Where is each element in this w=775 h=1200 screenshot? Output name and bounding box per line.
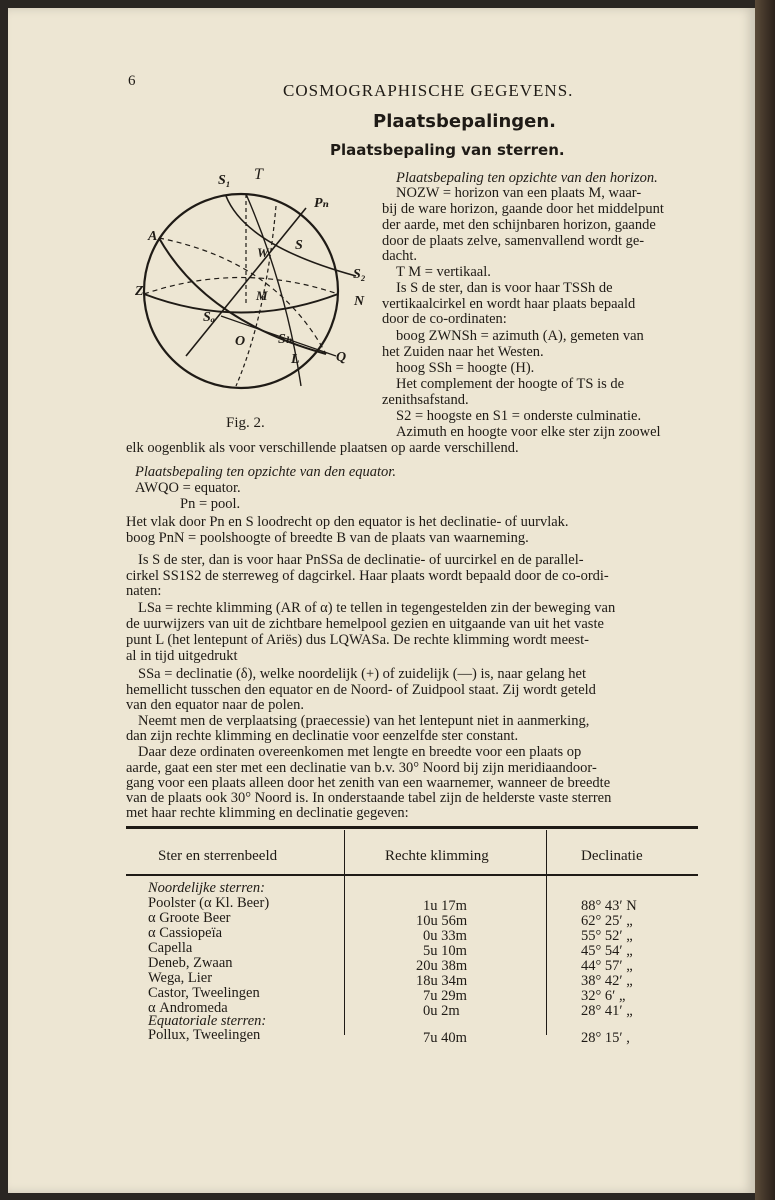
text-line: Plaatsbepaling ten opzichte van den horizon. <box>396 170 658 186</box>
text-line: Pn = pool. <box>180 496 241 512</box>
text-line: LSa = rechte klimming (AR of α) te tellen in tegengestelden zin der beweging van <box>138 600 616 616</box>
table-header-ra: Rechte klimming <box>385 848 489 864</box>
table-cell: Poolster (α Kl. Beer) <box>148 895 270 911</box>
text-line: gang voor een plaats alleen door het zenith van een waarnemer, wanneer de breedte <box>126 775 611 791</box>
table-cell: α Andromeda <box>148 1000 228 1016</box>
book-spine <box>755 0 775 1200</box>
fig-label-t: T <box>254 166 263 183</box>
text-line: aarde, gaat een ster met een declinatie van b.v. 30° Noord bij zijn meridiaandoor- <box>126 760 597 776</box>
text-line: dan zijn rechte klimming en declinatie voor eenzelfde ster constant. <box>126 728 519 744</box>
table-cell: 28° 15′ , <box>581 1030 630 1046</box>
celestial-sphere-figure <box>126 166 366 416</box>
table-cell: α Groote Beer <box>148 910 231 926</box>
text-line: SSa = declinatie (δ), welke noordelijk (+) of zuidelijk (—) is, naar gelang het <box>138 666 586 682</box>
text-line: hoog SSh = hoogte (H). <box>396 360 535 376</box>
text-line: de uurwijzers van uit de zichtbare hemelpool gezien en uitgaande van uit het vaste <box>126 616 604 632</box>
table-cell: 1u 17m <box>423 898 467 914</box>
text-line: naten: <box>126 583 162 599</box>
fig-label-m: M <box>256 288 268 303</box>
table-cell: α Cassiopeïa <box>148 925 223 941</box>
text-line: door de plaats zelve, samenvallend wordt ge- <box>382 233 645 249</box>
text-line: van den equator naar de polen. <box>126 697 304 713</box>
text-line: Plaatsbepaling ten opzichte van den equator. <box>135 464 396 480</box>
table-cell: 5u 10m <box>423 943 467 959</box>
table-cell: 7u 29m <box>423 988 467 1004</box>
table-cell: Castor, Tweelingen <box>148 985 260 1001</box>
section-heading: Plaatsbepalingen. <box>373 111 556 132</box>
table-cell: 0u 33m <box>423 928 467 944</box>
text-line: AWQO = equator. <box>135 480 241 496</box>
table-cell: 88° 43′ N <box>581 898 637 914</box>
text-line: Azimuth en hoogte voor elke ster zijn zoowel <box>396 424 661 440</box>
table-cell: 55° 52′ „ <box>581 928 633 944</box>
table-cell: 0u 2m <box>423 1003 460 1019</box>
table-cell: Noordelijke sterren: <box>148 880 265 896</box>
text-line: boog ZWNSh = azimuth (A), gemeten van <box>396 328 644 344</box>
text-line: vertikaalcirkel en wordt haar plaats bepaald <box>382 296 636 312</box>
text-line: Neemt men de verplaatsing (praecessie) van het lentepunt niet in aanmerking, <box>138 713 590 729</box>
table-cell: Pollux, Tweelingen <box>148 1027 261 1043</box>
text-line: door de co-ordinaten: <box>382 311 507 327</box>
text-line: Daar deze ordinaten overeenkomen met lengte en breedte voor een plaats op <box>138 744 582 760</box>
table-col-divider <box>344 830 345 1035</box>
text-line: met haar rechte klimming en declinatie gegeven: <box>126 805 409 821</box>
text-line: zenithsafstand. <box>382 392 469 408</box>
table-cell: Capella <box>148 940 193 956</box>
table-header-star: Ster en sterrenbeeld <box>158 848 278 864</box>
text-line: boog PnN = poolshoogte of breedte B van de plaats van waarneming. <box>126 530 529 546</box>
fig-label-a: A <box>148 229 158 244</box>
table-cell: 62° 25′ „ <box>581 913 633 929</box>
table-cell: Equatoriale sterren: <box>148 1013 267 1029</box>
fig-label-s2: S₂ <box>353 267 366 282</box>
text-line: Is S de ster, dan is voor haar PnSSa de declinatie- of uurcirkel en de parallel- <box>138 552 584 568</box>
book-page <box>8 8 755 1193</box>
text-line: cirkel SS1S2 de sterreweg of dagcirkel. Haar plaats wordt bepaald door de co-ordi- <box>126 568 609 584</box>
table-cell: 45° 54′ „ <box>581 943 633 959</box>
text-line: elk oogenblik als voor verschillende plaatsen op aarde verschillend. <box>126 440 519 456</box>
fig-label-s1: S₁ <box>218 173 231 188</box>
text-line: Is S de ster, dan is voor haar TSSh de <box>396 280 613 296</box>
text-line: dacht. <box>382 248 418 264</box>
fig-label-sa: Sₐ <box>203 310 215 325</box>
text-line: der aarde, met den schijnbaren horizon, gaande <box>382 217 656 233</box>
table-cell: Deneb, Zwaan <box>148 955 233 971</box>
text-line: punt L (het lentepunt of Ariës) dus LQWASa. De rechte klimming wordt meest- <box>126 632 589 648</box>
table-header-rule <box>126 874 698 876</box>
text-line: NOZW = horizon van een plaats M, waar- <box>396 185 642 201</box>
table-cell: 32° 6′ „ <box>581 988 626 1004</box>
fig-label-n: N <box>354 294 365 309</box>
table-cell: 10u 56m <box>416 913 468 929</box>
table-cell: Wega, Lier <box>148 970 213 986</box>
table-cell: 28° 41′ „ <box>581 1003 633 1019</box>
fig-label-l: L <box>291 352 300 367</box>
text-line: S2 = hoogste en S1 = onderste culminatie. <box>396 408 642 424</box>
table-cell: 7u 40m <box>423 1030 467 1046</box>
table-col-divider <box>546 830 547 1035</box>
fig-label-q: Q <box>336 350 347 365</box>
text-line: van de plaats ook 30° Noord is. In onderstaande tabel zijn de helderste vaste sterren <box>126 790 612 806</box>
text-line: Het complement der hoogte of TS is de <box>396 376 625 392</box>
fig-label-o: O <box>235 334 246 349</box>
text-line: Het vlak door Pn en S loodrecht op den equator is het declinatie- of uurvlak. <box>126 514 569 530</box>
running-title: COSMOGRAPHISCHE GEGEVENS. <box>283 81 574 100</box>
table-cell: 20u 38m <box>416 958 468 974</box>
text-line: al in tijd uitgedrukt <box>126 648 238 664</box>
page-number: 6 <box>128 73 136 89</box>
text-line: T M = vertikaal. <box>396 264 491 280</box>
fig-label-pn: Pₙ <box>314 196 329 211</box>
subsection-heading: Plaatsbepaling van sterren. <box>330 141 565 159</box>
text-line: hemellicht tusschen den equator en de Noord- of Zuidpool staat. Zij wordt geteld <box>126 682 596 698</box>
figure-caption: Fig. 2. <box>226 415 265 431</box>
table-top-rule <box>126 826 698 829</box>
table-header-dec: Declinatie <box>581 848 643 864</box>
fig-label-z: Z <box>135 284 144 299</box>
table-cell: 44° 57′ „ <box>581 958 633 974</box>
table-cell: 18u 34m <box>416 973 468 989</box>
fig-label-s: S <box>295 238 303 253</box>
fig-label-w: W <box>257 245 269 260</box>
text-line: het Zuiden naar het Westen. <box>382 344 544 360</box>
table-cell: 38° 42′ „ <box>581 973 633 989</box>
fig-label-sh: Sₕ <box>278 332 294 347</box>
text-line: bij de ware horizon, gaande door het middelpunt <box>382 201 664 217</box>
